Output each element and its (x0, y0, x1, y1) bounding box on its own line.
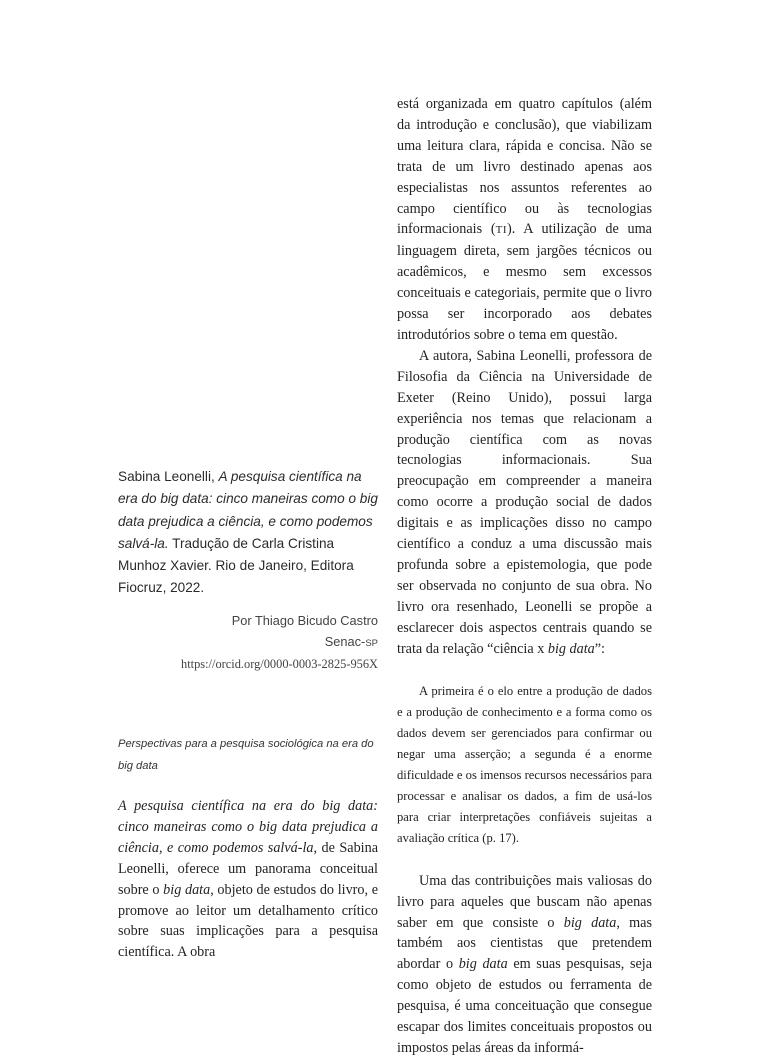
text-run: , objeto de estudos do livro, e promove ao leitor um detalhamento crítico sobre suas implicações para a pesquisa científica. A obra (118, 881, 379, 961)
institution (118, 631, 378, 654)
book-author: Sabina Leonelli, (118, 469, 219, 484)
emphasis: big data (163, 881, 211, 898)
emphasis: big data (458, 956, 508, 973)
text-run: ”: (594, 640, 605, 657)
paragraph-intro (118, 796, 378, 963)
text-run: em suas pesquisas, seja como objeto de estudos ou ferramenta de pesquisa, é uma conceituação que consegue escapar dos limites conceituais propostos ou impostos pelas áreas da informá- (397, 956, 652, 1056)
review-author: Por Thiago Bicudo Castro (231, 613, 378, 628)
book-reference (118, 466, 378, 600)
byline (118, 610, 378, 675)
text-run: A autora, Sabina Leonelli, professora de Filosofia da Ciência na Universidade de Exeter (Reino Unido), possui larga experiência nos temas que relacionam a produção científica com as novas tecnologias informacionais. Sua preocupação em compreender a maneira como ocorre a produção social de dados digitais e as implicações disso no campo científico a conduz a uma discussão mais profunda sobre a epistemologia, que pode ser observada no conjunto de sua obra. No livro ora resenhado, Leonelli se propõe a esclarecer dois aspectos centrais quando se trata da relação “ciência x (397, 347, 652, 657)
paragraph-contributions (397, 871, 652, 1059)
text-run: está organizada em quatro capítulos (além da introdução e conclusão), que viabilizam uma leitura clara, rápida e concisa. Não se trata de um livro destinado apenas aos especialistas nos assuntos referentes ao campo científico ou às tecnologias informacionais ( (397, 96, 652, 238)
emphasis: big data (547, 640, 595, 657)
institution-state: SP (365, 638, 378, 649)
right-column (397, 94, 652, 1059)
left-column (118, 796, 378, 963)
paragraph-author (397, 346, 652, 660)
text-run: ). A utilização de uma linguagem direta, sem jargões técnicos ou acadêmicos, e mesmo sem excessos conceituais e categoriais, permite que o livro possa ser incorporado aos debates introdutórios sobre o tema em questão. (397, 221, 652, 343)
orcid-link[interactable]: https://orcid.org/0000-0003-2825-956X (181, 657, 378, 671)
review-subtitle: Perspectivas para a pesquisa sociológica na era do big data (118, 738, 374, 772)
emphasis: A pesquisa científica na era do big data: cinco maneiras como o big data prejudica a ciência, e como podemos salvá-la (118, 798, 378, 856)
block-quote: A primeira é o elo entre a produção de dados e a produção de conhecimento e a forma como os dados devem ser gerenciados para confirmar ou negar uma asserção; a segunda é a enorme dificuldade e os imensos recursos necessários para processar e analisar os dados, a fim de usá-los para criar interpretações confiáveis sujeitas a avaliação crítica (p. 17). (397, 684, 652, 845)
paragraph-structure (397, 94, 652, 346)
text-run: , mas também aos cientistas que pretendem abordar o (397, 914, 652, 973)
emphasis: big data (563, 914, 617, 931)
text-run: Uma das contribuições mais valiosas do livro para aqueles que buscam não apenas saber em que consiste o (397, 872, 652, 931)
book-details: Tradução de Carla Cristina Munhoz Xavier. Rio de Janeiro, Editora Fiocruz, 2022. (118, 535, 354, 596)
text-run: , de Sabina Leonelli, oferece um panorama conceitual sobre o (118, 839, 378, 898)
abbreviation: TI (495, 224, 507, 237)
book-title: A pesquisa científica na era do big data: cinco maneiras como o big data prejudica a ciência, e como podemos salvá-la. (118, 469, 378, 551)
institution-name: Senac- (324, 634, 366, 649)
